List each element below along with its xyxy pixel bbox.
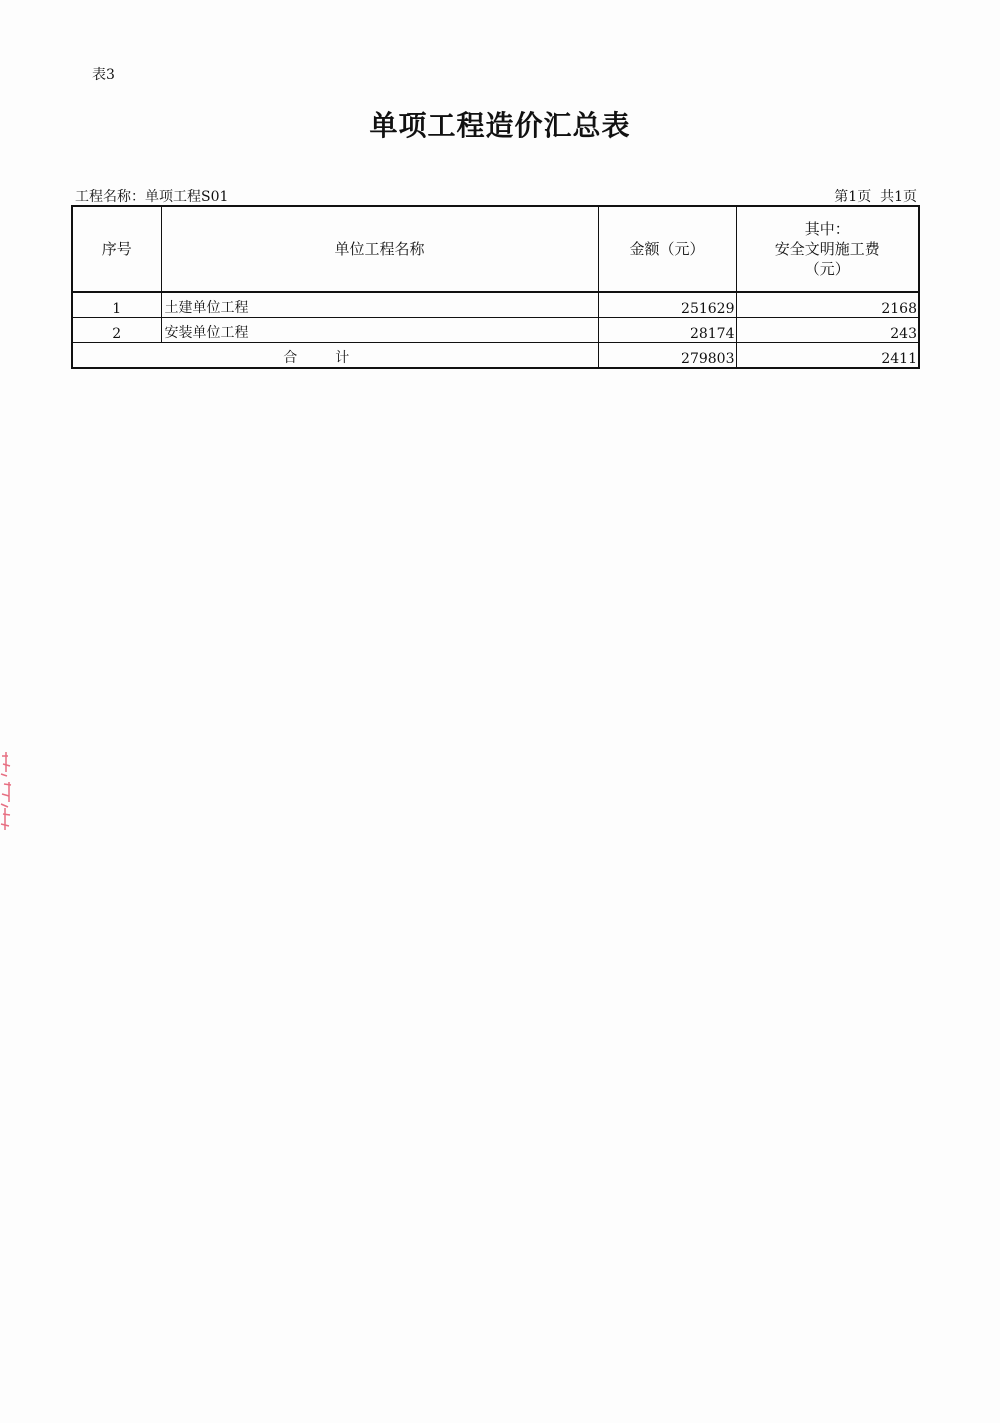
row-amount: 28174 [598, 318, 736, 343]
header-safety-line1: 其中： [804, 220, 850, 238]
table-row [72, 292, 919, 318]
row-unit-name: 土建单位工程 [161, 292, 598, 318]
summary-table [71, 205, 920, 369]
meta-row [75, 186, 917, 206]
project-name: 单项工程S01 [145, 189, 229, 205]
total-row [72, 343, 919, 369]
page-info-text: 第1页 共1页 [834, 189, 917, 205]
row-index: 2 [72, 318, 161, 343]
page-title: 单项工程造价汇总表 [369, 109, 631, 142]
project-info [75, 186, 228, 206]
total-amount: 279803 [598, 343, 736, 369]
header-safety-line3: （元） [804, 260, 850, 278]
header-amount: 金额（元） [598, 206, 736, 292]
project-label: 工程名称： [75, 189, 145, 205]
table-header-row [72, 206, 919, 292]
row-safety-fee: 243 [736, 318, 919, 343]
seal-stamp-fragment [0, 752, 14, 832]
row-unit-name: 安装单位工程 [161, 318, 598, 343]
total-label: 合计 [72, 343, 598, 369]
row-index: 1 [72, 292, 161, 318]
table-number: 表3 [92, 67, 115, 83]
header-unit-name: 单位工程名称 [161, 206, 598, 292]
row-amount: 251629 [598, 292, 736, 318]
row-safety-fee: 2168 [736, 292, 919, 318]
total-safety-fee: 2411 [736, 343, 919, 369]
header-safety-fee [736, 206, 919, 292]
page-info [834, 186, 917, 206]
header-safety-line2: 安全文明施工费 [774, 240, 880, 258]
header-index: 序号 [72, 206, 161, 292]
table-row [72, 318, 919, 343]
